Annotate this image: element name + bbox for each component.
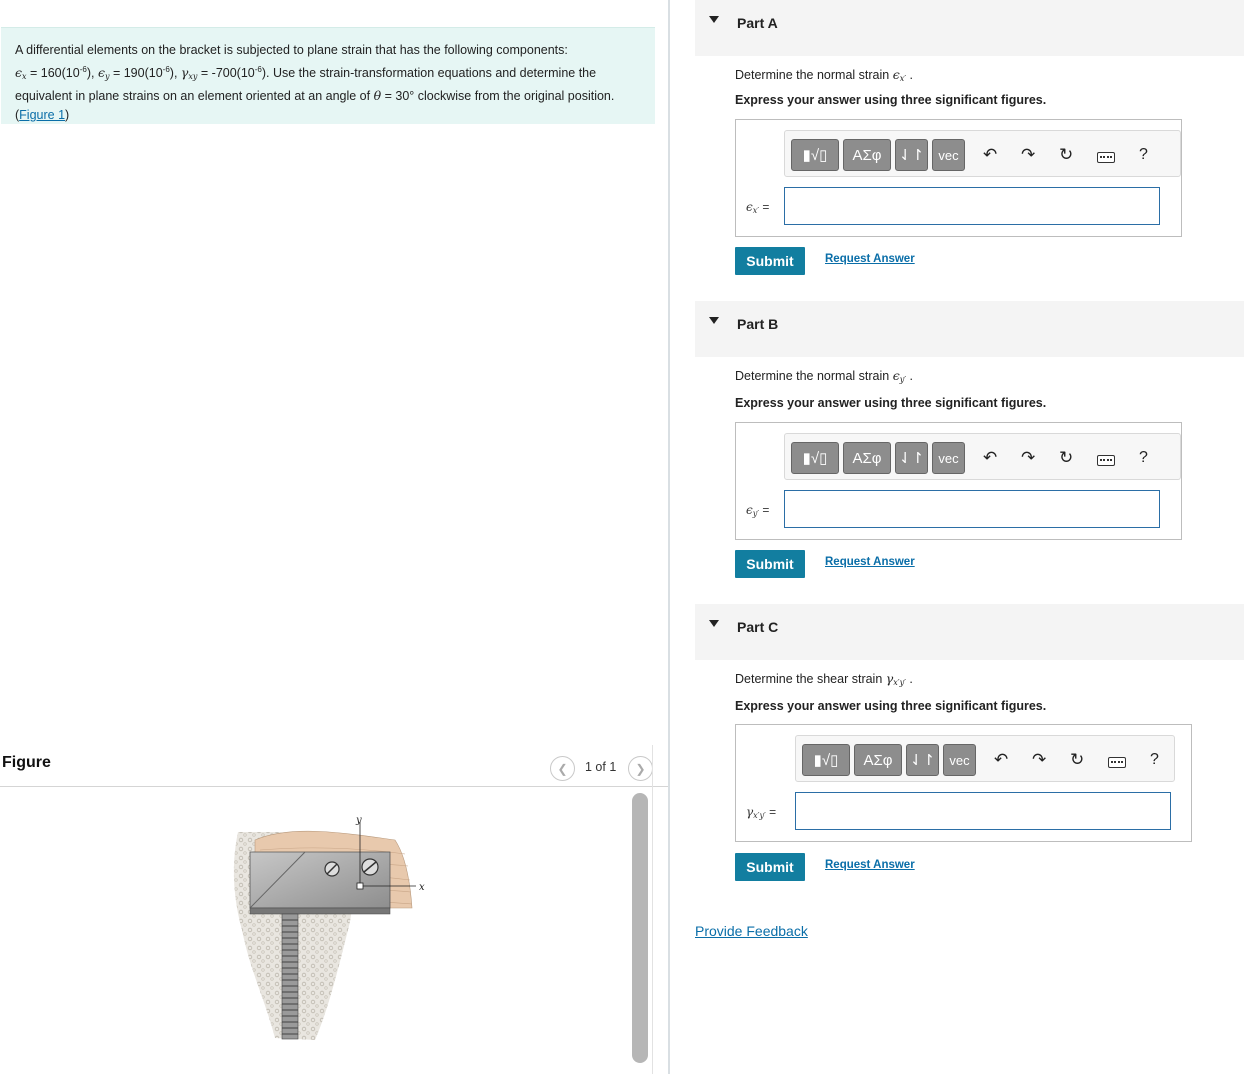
next-figure-button[interactable] (628, 756, 653, 781)
part-c-variable-label: $\gamma_{x'y'}$ = (746, 805, 777, 820)
x-axis-label: x (419, 882, 425, 893)
part-a-question-sub: x′ (899, 74, 907, 83)
figure-link[interactable]: Figure 1 (19, 108, 66, 122)
vec-button[interactable]: vec (932, 442, 965, 474)
part-c-question-sub: x′y′ (893, 678, 906, 687)
greek-symbols-button[interactable]: ΑΣφ (843, 139, 891, 171)
gamma-xy-exp: -6 (254, 65, 262, 74)
redo-icon[interactable]: ↷ (1032, 750, 1047, 769)
part-c-var-sub: x′y′ (753, 811, 766, 820)
part-a-request-answer-link[interactable]: Request Answer (825, 253, 915, 265)
problem-intro: A differential elements on the bracket is subjected to plane strain that has the following components: (15, 43, 568, 57)
part-b-var-symbol: ϵ (746, 503, 753, 517)
epsilon-x-sub: x (22, 72, 27, 81)
problem-line2-tail: ). Use the strain-transformation equations and determine the (261, 66, 597, 80)
undo-icon[interactable]: ↶ (983, 145, 998, 164)
part-a-instruction: Express your answer using three significant figures. (735, 93, 1047, 107)
part-b-title: Part B (737, 316, 779, 332)
caret-down-icon (709, 317, 719, 324)
figure-scrollbar[interactable] (632, 793, 648, 1063)
figure-title: Figure (2, 754, 51, 771)
part-c-math-toolbar (795, 735, 1175, 782)
part-b-variable-label: $\epsilon_{y'}$ = (746, 503, 770, 518)
bracket-illustration (220, 810, 440, 1050)
threaded-rod (282, 914, 298, 1039)
help-icon[interactable]: ? (1139, 449, 1148, 466)
redo-icon[interactable]: ↷ (1021, 448, 1036, 467)
part-a-answer-input[interactable] (784, 187, 1160, 225)
theta-symbol: θ (373, 88, 382, 103)
part-c-title: Part C (737, 619, 779, 635)
part-b-answer-input[interactable] (784, 490, 1160, 528)
caret-down-icon (709, 620, 719, 627)
chevron-right-icon: ❯ (635, 761, 646, 776)
keyboard-icon[interactable] (1097, 455, 1115, 466)
keyboard-icon[interactable] (1108, 757, 1126, 768)
part-a-submit-button[interactable]: Submit (735, 247, 805, 275)
part-a-question-symbol: ϵ (892, 67, 900, 82)
part-b-math-toolbar (784, 433, 1181, 480)
part-c-question: Determine the shear strain $\gamma_{x'y'}$ . (735, 671, 913, 687)
bracket-base (250, 908, 390, 914)
part-b-question-text: Determine the normal strain (735, 369, 893, 383)
epsilon-y-symbol: ϵ (97, 65, 105, 80)
gamma-xy-value: = -700(10 (197, 66, 255, 80)
problem-components: $\epsilon_x = 160(10^{-6})$, $\epsilon_y = 190(10^{-6})$, $\gamma_{xy} = -700(10^{-6})$. Use the strain-transformation equations and determine the (15, 65, 597, 81)
epsilon-x-symbol: ϵ (15, 65, 23, 80)
part-c-request-answer-link[interactable]: Request Answer (825, 859, 915, 871)
epsilon-y-sub: y (104, 72, 110, 81)
part-b-question-symbol: ϵ (892, 368, 900, 383)
reset-icon[interactable]: ↻ (1059, 145, 1074, 164)
figure-header (0, 745, 668, 787)
part-c-answer-box (735, 724, 1192, 842)
arrows-button[interactable]: ⇃↾ (895, 442, 928, 474)
part-c-instruction: Express your answer using three significant figures. (735, 699, 1047, 713)
reset-icon[interactable]: ↻ (1059, 448, 1074, 467)
problem-angle-line (15, 86, 641, 106)
problem-line3: equivalent in plane strains on an element oriented at an angle of (15, 89, 374, 103)
vec-button[interactable]: vec (932, 139, 965, 171)
part-b-var-sub: y′ (752, 509, 760, 518)
part-a-variable-label: $\epsilon_{x'}$ = (746, 200, 770, 215)
part-b-request-answer-link[interactable]: Request Answer (825, 556, 915, 568)
epsilon-x-exp: -6 (79, 65, 87, 74)
theta-value: = 30° clockwise from the original position. (381, 89, 615, 103)
figure-pager-label: 1 of 1 (585, 760, 617, 774)
templates-button[interactable]: ▮√▯ (802, 744, 850, 776)
element-square (357, 883, 363, 889)
part-c-var-symbol: γ (746, 805, 754, 819)
part-a-answer-box (735, 119, 1182, 237)
figure-link-line: (Figure 1) (15, 108, 70, 122)
greek-symbols-button[interactable]: ΑΣφ (843, 442, 891, 474)
part-a-var-symbol: ϵ (746, 200, 753, 214)
part-a-question-text: Determine the normal strain (735, 68, 893, 82)
part-c-header[interactable] (695, 604, 1244, 660)
epsilon-y-value: = 190(10 (109, 66, 163, 80)
help-icon[interactable]: ? (1139, 146, 1148, 163)
figure-pane-divider (652, 745, 653, 1074)
bracket-figure (220, 810, 440, 1050)
part-a-title: Part A (737, 15, 778, 31)
part-b-answer-box (735, 422, 1182, 540)
y-axis-label: y (356, 815, 362, 826)
chevron-left-icon: ❮ (557, 761, 568, 776)
part-b-question-sub: y′ (899, 375, 907, 384)
part-c-submit-button[interactable]: Submit (735, 853, 805, 881)
vec-button[interactable]: vec (943, 744, 976, 776)
caret-down-icon (709, 16, 719, 23)
reset-icon[interactable]: ↻ (1070, 750, 1085, 769)
gamma-xy-symbol: γ (180, 65, 189, 80)
part-c-question-text: Determine the shear strain (735, 672, 886, 686)
keyboard-icon[interactable] (1097, 152, 1115, 163)
templates-button[interactable]: ▮√▯ (791, 442, 839, 474)
part-a-var-sub: x′ (752, 206, 760, 215)
part-a-question: Determine the normal strain $\epsilon_{x'}$ . (735, 67, 913, 83)
help-icon[interactable]: ? (1150, 751, 1159, 768)
epsilon-y-exp: -6 (162, 65, 170, 74)
part-a-header[interactable] (695, 0, 1244, 56)
part-a-math-toolbar (784, 130, 1181, 177)
undo-icon[interactable]: ↶ (983, 448, 998, 467)
part-b-submit-button[interactable]: Submit (735, 550, 805, 578)
templates-button[interactable]: ▮√▯ (791, 139, 839, 171)
part-b-header[interactable] (695, 301, 1244, 357)
arrows-button[interactable]: ⇃↾ (895, 139, 928, 171)
arrows-button[interactable]: ⇃↾ (906, 744, 939, 776)
undo-icon[interactable]: ↶ (994, 750, 1009, 769)
gamma-xy-sub: xy (188, 72, 198, 81)
provide-feedback-link[interactable]: Provide Feedback (695, 923, 808, 939)
part-c-answer-input[interactable] (795, 792, 1171, 830)
column-divider[interactable] (668, 0, 670, 1074)
part-c-question-symbol: γ (885, 671, 894, 686)
previous-figure-button[interactable] (550, 756, 575, 781)
redo-icon[interactable]: ↷ (1021, 145, 1036, 164)
part-b-question: Determine the normal strain $\epsilon_{y'}$ . (735, 368, 914, 384)
greek-symbols-button[interactable]: ΑΣφ (854, 744, 902, 776)
problem-statement (1, 27, 655, 124)
part-b-instruction: Express your answer using three significant figures. (735, 396, 1047, 410)
epsilon-x-value: = 160(10 (26, 66, 80, 80)
